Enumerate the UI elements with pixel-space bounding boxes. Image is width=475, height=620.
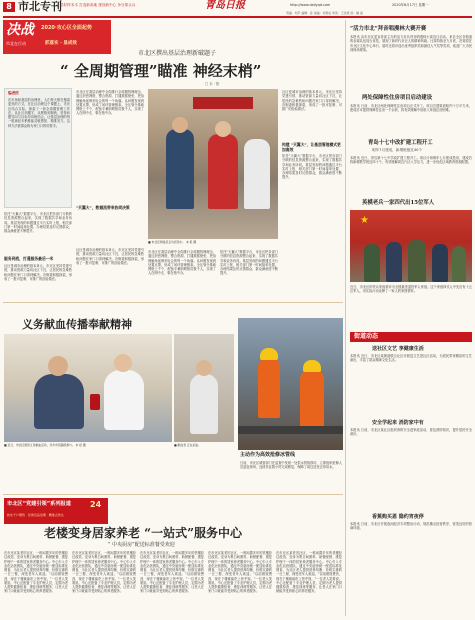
lead-body-col-3: 社区是城市治理的基本单元。市北区坚持党建引领，推动资源力量向社区下沉，让居民的急难愁盼问题在家门口得到解决。各街道积极探索，形成了一批可复制、可推广的经验做法。 [76,248,144,265]
bottom-body-col-1: 在市北区某老旧社区，一栋闲置多年的老楼经过改造，变身为集日间照料、助餐配餐、康复护理于一体的居家养老服务中心。中心引入专业化运营团队，通过中央厨房统一配送标准化餐食，为社区老人提供营养均衡、价格实惠的一日三餐，深受老年人欢迎。“以前做饭费劲，现在下楼就能吃上热乎饭。”一位老人笑着说。中心还配备了专业护理人员，定期为老人提供健康检查、康复训练等服务，让老人在家门口就能享受到贴心的养老服务。 [4,551,68,594]
pipe-body: 日前，市北区城管部门在巡查中发现一处供水管线损坏，立即组织抢修人员赶赴现场，连续作业数小时完成修复，保障了周边居民正常用水。 [240,461,342,470]
photo-figure-2 [208,134,238,209]
bottom-body-col-4: 在市北区某老旧社区，一栋闲置多年的老楼经过改造，变身为集日间照料、助餐配餐、康复护理于一体的居家养老服务中心。中心引入专业化运营团队，通过中央厨房统一配送标准化餐食，为社区老人提供营养均衡、价格实惠的一日三餐，深受老年人欢迎。“以前做饭费劲，现在下楼就能吃上热乎饭。”一位老人笑着说。中心还配备了专业护理人员，定期为老人提供健康检查、康复训练等服务，让老人在家门口就能享受到贴心的养老服务。 [208,551,272,594]
street-item-1-body: 本报讯 近日，市北区某街道联合社区开展送文艺进社区活动，为居民带来精彩的文艺演出，丰富了群众精神文化生活。 [350,354,472,363]
right-story2-headline: 两处保障性住房项目启动建设 [362,95,433,101]
photo-worker-head [196,360,212,376]
photo-blood-bag [90,394,100,410]
lead-headline: “ 全周期管理”瞄准 神经末梢” [60,62,262,80]
series-tag-sub: 核实千户理特 · 党建贡品治理 · 精准点传达 [7,513,64,517]
right-story4-headline: 英模老兵一家四代出15位军人 [362,200,435,206]
street-item-3-title: 香蕉购买恩 隐约宵夜停 [372,514,424,520]
photo-pipe [238,426,343,434]
street-item-2-title: 安全学起来 消防家中有 [372,420,424,426]
column-divider-right [345,20,346,616]
photo-worker-orange-2-helmet [303,360,321,372]
photo-figure-2-head [215,121,231,137]
blood-caption-left: ■ 近日，市北区组织义务献血活动，众多市民踊跃参与。 本 报 摄 [4,443,86,447]
right-story3-headline: 青岛十七中改扩建工程开工 [368,140,433,146]
blood-caption-right: ■ 献血者 正在采血。 [174,443,201,447]
masthead-slogans: 浩好样本木 打造新高地 建设新中心 争当排头兵 [60,3,136,7]
campaign-subtitle-2: 抓落实 · 显成效 [45,41,77,46]
photo-family-3 [408,240,426,282]
photo-sign [193,97,253,109]
right-story1-body: 本报讯 由市北区委宣传部主办的活力市北拜音唱漫林大赛近日启动。来自全区各街道的参赛队伍同台竞技，展现了新时代市北人的精神风貌。比赛持续至九月底，决赛将在市北区文化中心举行，届时还将评选出优秀组织奖和最佳人气奖等奖项，欢迎广大市民到现场观赛。 [350,35,472,52]
street-item-1-title: 送社区文艺 享健康生活 [372,346,424,352]
lead-body-col-2: 依托“天翼大”数据平台，市北区把各部门分散的信息资源整合起来，实现了数据共享和业务协同。基层发现的问题通过平台实时上报，相关部门第一时间接单处置，办理结果及时反馈群众，群众满意度不断提升。 [4,212,72,233]
blood-photo-1 [4,334,172,442]
bottom-subhead: “ 中央厨房”配送标准餐受欢迎 [108,542,175,548]
right-story1-headline: “活力市北”拜音唱漫林大赛开赛 [350,26,427,32]
right-story3-body: 本报讯 近日，青岛第十七中学改扩建工程开工。项目计划明年七月建成投用，建成后将新增教学班近四十个，有效缓解周边片区入学压力，进一步优化区域教育资源配置。 [350,156,472,165]
lead-body-col-8: 社区是城市治理的基本单元。市北区坚持党建引领，推动资源力量向社区下沉，让居民的急难愁盼问题在家门口得到解决。各街道积极探索，形成了一批可复制、可推广的经验做法。 [4,264,72,281]
series-tag [4,498,108,524]
photo-nurse-head [114,354,132,372]
street-item-3-body: 本报讯 日前，市北区开展夜间经济专项整治行动，规范摊点经营秩序，营造良好的营商环境。 [350,522,472,531]
lead-byline: □ 本 · 报 [205,82,220,86]
photo-family-2 [386,242,402,282]
photo-nurse [104,370,144,430]
photo-person-donor [34,374,84,429]
bottom-body-col-5: 在市北区某老旧社区，一栋闲置多年的老楼经过改造，变身为集日间照料、助餐配餐、康复护理于一体的居家养老服务中心。中心引入专业化运营团队，通过中央厨房统一配送标准化餐食，为社区老人提供营养均衡、价格实惠的一日三餐，深受老年人欢迎。“以前做饭费劲，现在下楼就能吃上热乎饭。”一位老人笑着说。中心还配备了专业护理人员，定期为老人提供健康检查、康复训练等服务，让老人在家门口就能享受到贴心的养老服务。 [276,551,342,594]
photo-flag-star: ★ [360,215,369,226]
photo-worker-orange-1 [258,358,280,418]
middle-bottom-rule [3,494,343,495]
street-dynamic-banner [350,332,472,342]
pipe-headline: 主动作为高效抢修冰管线 [240,452,296,458]
masthead [0,0,475,22]
photo-person-donor-head [48,356,68,376]
lead-section-head-2: 构建 “天翼大”，让基层管理模式更加高效 [282,142,341,152]
photo-worker-orange-1-helmet [260,348,278,360]
editor-note-box [4,88,72,208]
campaign-tag: 决战 [6,22,34,38]
masthead-date: 2020年8月17日 星期一 [392,3,429,7]
photo-figure-1 [166,129,194,209]
lead-bottom-rule [3,302,343,303]
masthead-editor-line: 责编：刘平 编辑：孙 美编：刘君成 审读：王金燕 校：臧 丽 [286,11,363,15]
bottom-body-col-2: 在市北区某老旧社区，一栋闲置多年的老楼经过改造，变身为集日间照料、助餐配餐、康复护理于一体的居家养老服务中心。中心引入专业化运营团队，通过中央厨房统一配送标准化餐食，为社区老人提供营养均衡、价格实惠的一日三餐，深受老年人欢迎。“以前做饭费劲，现在下楼就能吃上热乎饭。”一位老人笑着说。中心还配备了专业护理人员，定期为老人提供健康检查、康复训练等服务，让老人在家门口就能享受到贴心的养老服务。 [72,551,136,594]
photo-worker [190,374,218,434]
street-dynamic-label: 街道动态 [354,333,379,340]
series-tag-title: 市北区“党建引领”系列报道 [7,501,71,507]
photo-family-4 [432,244,448,282]
photo-family-1 [364,244,380,282]
right-story3-subhead: 明年7月建成，新增班级近40个 [372,148,422,152]
masthead-rule [3,16,472,18]
section-title: 市北专刊 [18,0,62,13]
lead-photo [148,89,278,239]
bottom-headline: 老楼变身居家养老 “一站式”服务中心 [44,526,242,540]
editor-note-title: 编者按 [8,91,19,95]
campaign-banner [3,20,111,54]
paper-name: 青岛日报 [205,0,245,11]
street-item-2-body: 本报讯 日前，市北区某社区组织消防安全进家庭活动，普及消防知识，提升居民安全意识。 [350,428,472,437]
lead-kicker: 市北区撰出基层治理新破题子 [138,50,217,57]
pipe-photo [238,318,343,450]
lead-body-col-1: 市北区在基层治理中全面推行全周期管理理念，通过织密网格，整合资源，打通数据壁垒，把治理触角延伸到社会的每一个角落。从问题发现到处置反馈，形成了闭环管理链条。全区划分基础网格上千个，配备专兼职网格员数千人，实现了人在网中走、事在格中办。 [76,90,144,116]
campaign-year-title: 2020·攻心区全面起势 [41,25,92,31]
lead-section-head-1: “天翼大”，数据流带来协同决策 [76,205,130,210]
lead-body-col-5: 依托“天翼大”数据平台，市北区把各部门分散的信息资源整合起来，实现了数据共享和业务协同。基层发现的问题通过平台实时上报，相关部门第一时间接单处置，办理结果及时反馈群众，群众满意度不断提升。 [220,250,278,276]
lead-section-head-3: 服务到底，打通服务最后一米 [4,256,54,261]
photo-family-5 [452,246,466,282]
page-number-badge: 8 [3,2,15,12]
masthead-url: http://www.dailyqd.com [290,3,331,7]
lead-body-col-6: 社区是城市治理的基本单元。市北区坚持党建引领，推动资源力量向社区下沉，让居民的急难愁盼问题在家门口得到解决。各街道积极探索，形成了一批可复制、可推广的经验做法。 [282,90,342,111]
lead-photo-caption: ■ 市北区网格员走访居民中。 本 报 摄 [148,240,197,244]
campaign-subtitle-1: 市北在行动 [6,41,26,46]
blood-photo-2 [174,334,234,442]
veteran-photo [350,210,472,282]
right-story4-body: 近日，市北区的老兵家庭被评为全国最美退役军人家庭。这个家庭四代人中先后有十五位军人，用实际行动诠释了一家人的家国情怀。 [350,285,472,294]
lead-body-col-7: 依托“天翼大”数据平台，市北区把各部门分散的信息资源整合起来，实现了数据共享和业务协同。基层发现的问题通过平台实时上报，相关部门第一时间接单处置，办理结果及时反馈群众，群众满意度不断提升。 [282,154,342,180]
right-story2-body: 本报讯 日前，市北区两处保障性住房项目正式开工。项目总建筑面积约十万平方米，建成后可提供保障性住房一千余套，将有效缓解中低收入家庭住房困难。 [350,104,472,113]
bottom-body-col-3: 在市北区某老旧社区，一栋闲置多年的老楼经过改造，变身为集日间照料、助餐配餐、康复护理于一体的居家养老服务中心。中心引入专业化运营团队，通过中央厨房统一配送标准化餐食，为社区老人提供营养均衡、价格实惠的一日三餐，深受老年人欢迎。“以前做饭费劲，现在下楼就能吃上热乎饭。”一位老人笑着说。中心还配备了专业护理人员，定期为老人提供健康检查、康复训练等服务，让老人在家门口就能享受到贴心的养老服务。 [140,551,204,594]
middle-headline: 义务献血传播奉献精神 [22,318,132,331]
photo-figure-3 [244,139,270,209]
lead-body-col-4: 市北区在基层治理中全面推行全周期管理理念，通过织密网格，整合资源，打通数据壁垒，把治理触角延伸到社会的每一个角落。从问题发现到处置反馈，形成了闭环管理链条。全区划分基础网格上千个，配备专兼职网格员数千人，实现了人在网中走、事在格中办。 [148,250,216,276]
editor-note-body: 在市场和基层的治理里，人们每天都在搜索更优的方式，在社区治理这个课题上，市北区结合实际，探索了一套全周期管理工作法。从社区到楼宇，从网格到街巷，坚持问题导向与目标导向相结合，让基层治理的每一根神经末梢都能灵敏感知、精准发力。这种方法被群众称为家门口的好帮手。 [8,98,70,128]
series-tag-number: 24 [90,500,102,509]
photo-worker-orange-2 [300,370,324,430]
photo-figure-1-head [172,117,188,133]
